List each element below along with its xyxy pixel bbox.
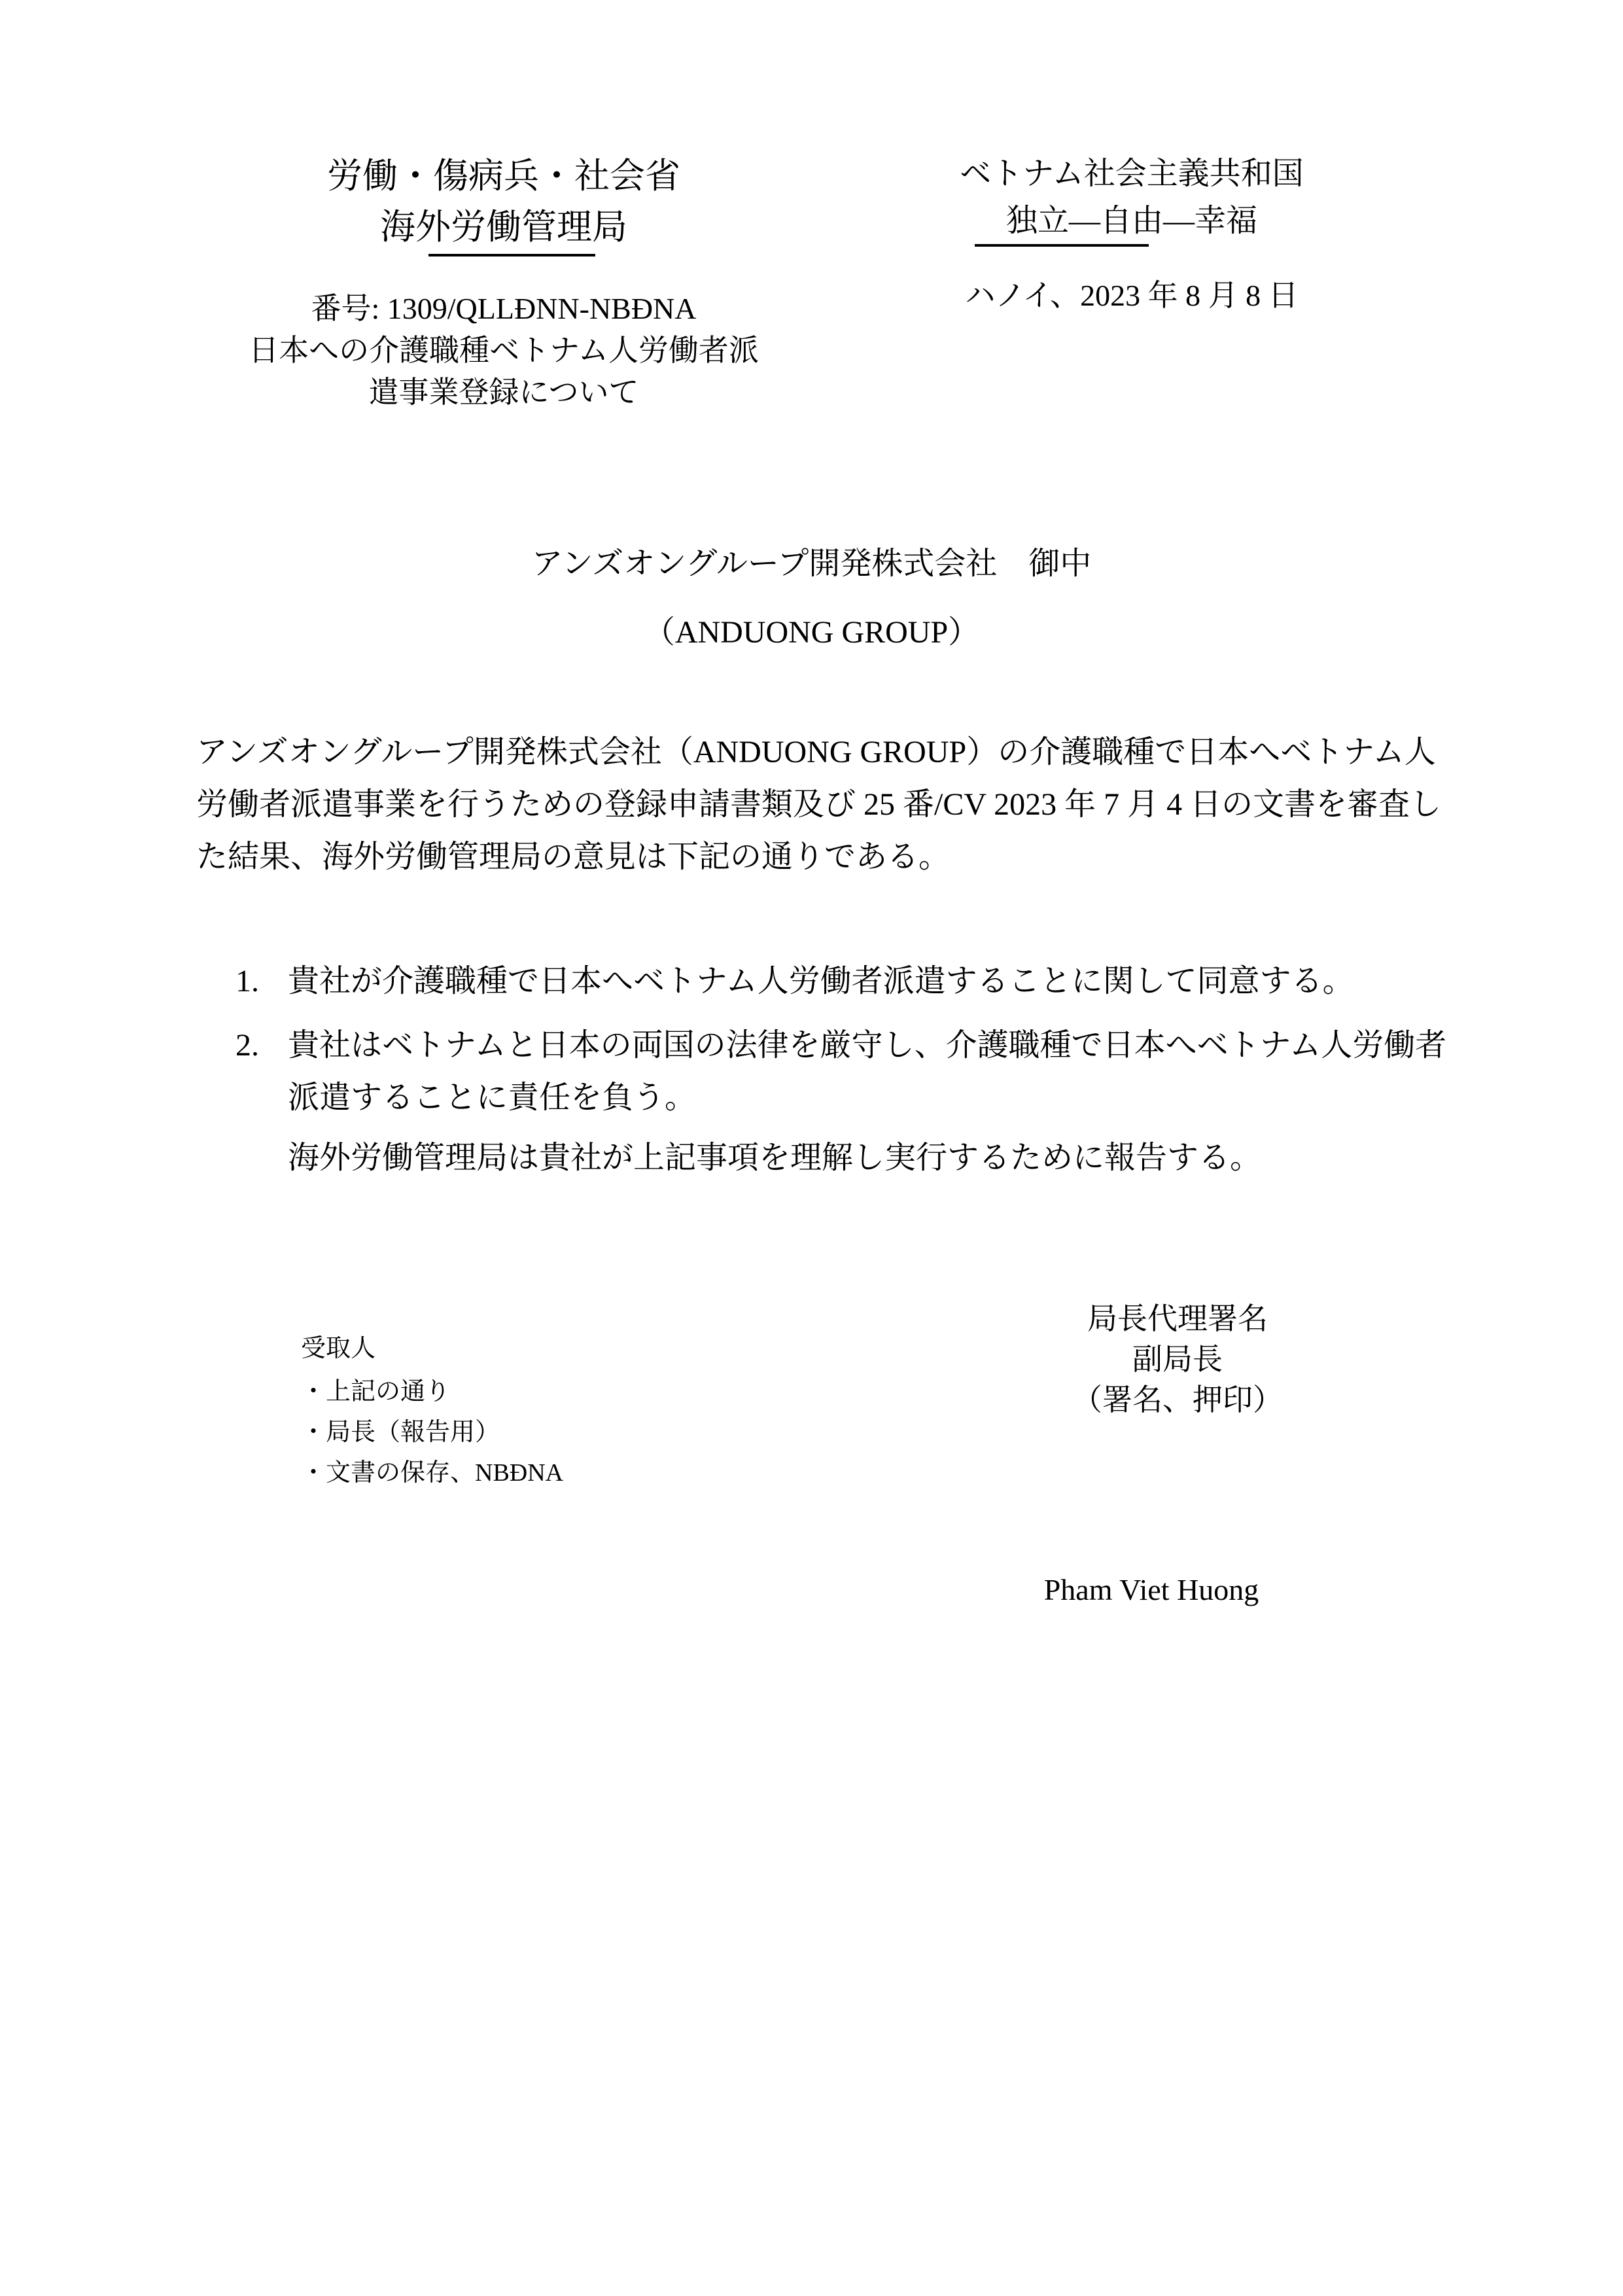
document-reference [183, 288, 824, 414]
addressee-name: アンズオングループ開発株式会社 御中 [531, 546, 1092, 581]
country-name: ベトナム社会主義共和国 [960, 156, 1304, 191]
signature-authority: 局長代理署名 [1087, 1302, 1268, 1335]
item-text: 貴社はベトナムと日本の両国の法律を厳守し、介護職種で日本へベトナム人労働者派遣することに責任を負う。 [288, 1028, 1447, 1115]
document-number: 番号: 1309/QLLĐNN-NBĐNA [311, 292, 697, 325]
national-motto: 独立—自由—幸福 [1005, 203, 1257, 238]
place-date: ハノイ、2023 年 8 月 8 日 [965, 279, 1299, 312]
subject-line-1: 日本への介護職種ベトナム人労働者派 [249, 334, 759, 367]
signature-note: （署名、押印） [1072, 1383, 1283, 1417]
recipients-block [301, 1328, 824, 1493]
item-number: 2. [236, 1028, 259, 1063]
item-number: 1. [236, 964, 259, 998]
signature-title: 副局長 [1132, 1343, 1223, 1376]
list-item [236, 955, 1465, 1008]
signature-block [994, 1299, 1361, 1421]
decision-list [236, 955, 1465, 1136]
body-paragraph: アンズオングループ開発株式会社（ANDUONG GROUP）の介護職種で日本へベトナム人労働者派遣事業を行うための登録申請書類及び 25 番/CV 2023 年 7 月 4 日の文書を審査した結果、海外労働管理局の意見は下記の通りである。 [196, 735, 1442, 874]
subject-line-2: 遣事業登録について [368, 376, 639, 409]
ministry-name: 労働・傷病兵・社会省 [327, 156, 680, 196]
motto-underline [975, 244, 1149, 247]
national-header [877, 150, 1387, 245]
list-item [236, 1019, 1465, 1124]
closing-statement: 海外労働管理局は貴社が上記事項を理解し実行するために報告する。 [288, 1140, 1262, 1175]
signer-name: Pham Viet Huong [1043, 1573, 1259, 1606]
issuing-authority [183, 150, 824, 253]
department-name: 海外労働管理局 [380, 207, 627, 247]
item-text: 貴社が介護職種で日本へベトナム人労働者派遣することに関して同意する。 [288, 964, 1354, 998]
addressee-english: （ANDUONG GROUP） [643, 615, 980, 650]
recipient-item: ・上記の通り [301, 1378, 451, 1405]
department-underline [428, 254, 595, 256]
recipient-item: ・文書の保存、NBĐNA [301, 1459, 564, 1487]
recipients-title: 受取人 [301, 1335, 376, 1362]
recipient-item: ・局長（報告用） [301, 1419, 500, 1446]
